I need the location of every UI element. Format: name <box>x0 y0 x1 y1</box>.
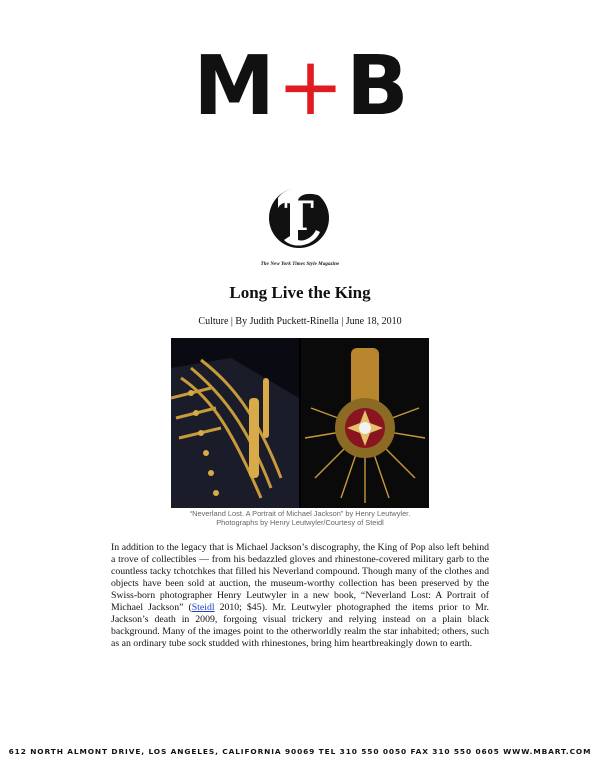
logo-b: B <box>346 39 407 134</box>
article-body <box>111 542 489 650</box>
article-title: Long Live the King <box>229 283 371 302</box>
article-body-part-1: In addition to the legacy that is Michael Jackson’s discography, the King of Pop also left behind a trove of collectibles — from his bedazzled gloves and rhinestone-covered military garb to the countless tacky tchotchkes that filled his Neverland compound. Though many of the clothes and objects have been sold at auction, the museum-worthy collection has been preserved by the Swiss-born photographer Henry Leutwyler in a new book, “Neverland Lost: A Portrait of Michael Jackson” ( <box>111 542 489 613</box>
nyt-t-glyph: T <box>284 193 314 240</box>
article-body-part-2: 2010; $45). Mr. Leutwyler photographed the items prior to Mr. Jackson’s death in 2009, forgoing visual trickery and relying instead on a plain black background. Many of the images point to the otherworldly realm the star inhabited; others, such as an ordinary tube sock studded with rhinestones, bring him heartbreakingly down to earth. <box>111 602 490 649</box>
footer-contact: 612 NORTH ALMONT DRIVE, LOS ANGELES, CALIFORNIA 90069 TEL 310 550 0050 FAX 310 550 0605 WWW.MBART.COM <box>8 747 592 756</box>
article-byline: Culture | By Judith Puckett-Rinella | June 18, 2010 <box>198 316 402 327</box>
photo-epaulette <box>301 338 429 508</box>
mb-logo <box>0 39 600 134</box>
photo-caption-line-2: Photographs by Henry Leutwyler/Courtesy of Steidl <box>216 518 384 527</box>
logo-plus: + <box>277 40 343 133</box>
article-photos <box>171 338 429 508</box>
photo-caption <box>120 509 480 527</box>
logo-m: M <box>193 39 274 134</box>
nyt-style-magazine-label: The New York Times Style Magazine <box>260 262 340 267</box>
photo-military-jacket <box>171 338 299 508</box>
photo-caption-line-1: “Neverland Lost. A Portrait of Michael Jackson” by Henry Leutwyler. <box>189 509 411 518</box>
nyt-t-logo-icon <box>264 180 334 252</box>
steidl-link[interactable]: Steidl <box>191 602 215 613</box>
